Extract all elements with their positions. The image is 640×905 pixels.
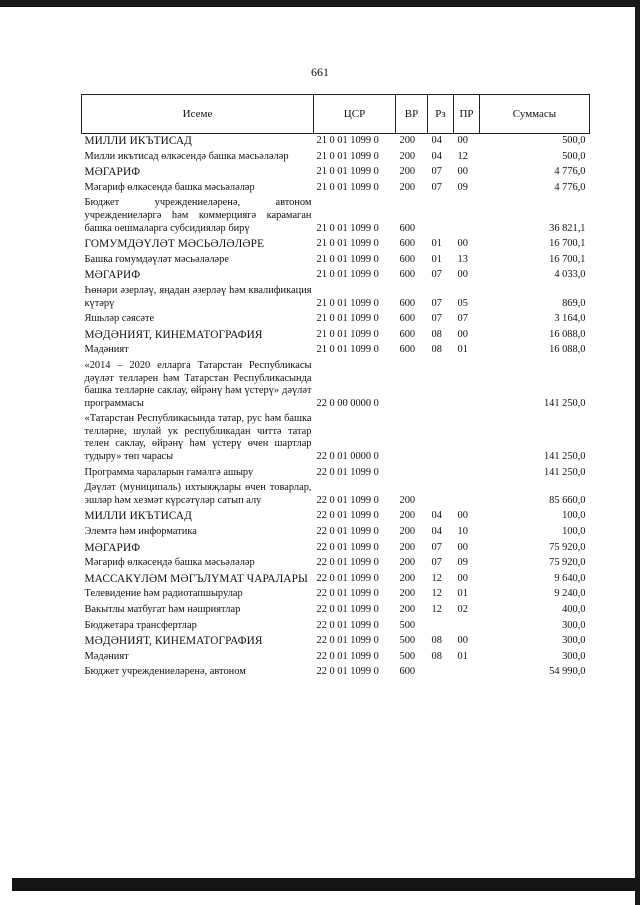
row-vr: 200 [399,541,416,553]
row-sum: 75 920,0 [549,541,586,553]
row-rz [428,196,454,237]
row-csr: 22 0 01 0000 0 [316,451,379,463]
row-sum: 300,0 [562,619,586,631]
row-csr: 21 0 01 1099 0 [316,222,379,234]
header-rz: Рз [428,95,454,134]
row-name: Мәдәният [84,650,129,662]
row-vr: 500 [399,635,416,647]
row-name: Бюджет учреждениеләренә, автоном [84,666,246,678]
table-row [82,328,590,344]
row-name: «Татарстан Республикасында татар, рус һәм башка телләрне, шулай ук республикадан читтә татар телен саклау, өйрәнү һәм үстерү өчен шартлар тудыру» төп чарасы [84,413,312,463]
table-row [82,412,590,465]
row-csr: 22 0 00 0000 0 [316,397,379,409]
row-sum: 400,0 [562,604,586,615]
row-sum: 9 640,0 [554,572,586,584]
row-sum: 36 821,1 [549,222,586,234]
table-row [82,284,590,312]
row-rz: 04 [431,510,442,522]
row-csr: 21 0 01 1099 0 [316,297,379,309]
row-name: Вакытлы матбугат һәм нәшриятлар [84,604,241,615]
header-csr: ЦСР [314,95,396,134]
row-rz: 12 [431,588,442,600]
table-row [82,150,590,166]
row-vr: 600 [399,344,416,356]
table-row [82,634,590,650]
page-number: 661 [311,65,329,79]
row-pr: 09 [457,181,468,193]
row-name: МӘГАРИФ [84,166,141,179]
row-name: Яшьләр сәясәте [84,313,155,325]
row-rz: 12 [431,604,442,615]
row-vr: 600 [399,253,416,265]
table-row [82,603,590,619]
row-vr: 500 [399,650,416,662]
row-name: МИЛЛИ ИКЪТИСАД [84,135,192,147]
row-csr: 22 0 01 1099 0 [316,604,379,615]
row-pr [454,466,480,482]
table-row [82,619,590,635]
row-pr [454,481,480,509]
row-csr: 22 0 01 1099 0 [316,541,379,553]
row-sum: 3 164,0 [554,313,586,325]
row-sum: 54 990,0 [549,666,586,678]
table-row [82,466,590,482]
row-sum: 16 700,1 [549,253,586,265]
row-vr: 600 [399,328,416,340]
row-name: Мәгариф өлкәсендә башка мәсьәләләр [84,181,255,193]
row-pr [454,619,480,635]
row-csr: 22 0 01 1099 0 [316,635,379,647]
row-pr: 00 [457,269,468,281]
row-rz: 08 [431,635,442,647]
row-vr: 200 [399,150,416,162]
row-pr [454,196,480,237]
row-pr: 00 [457,328,468,340]
row-csr: 21 0 01 1099 0 [316,238,379,250]
row-csr: 22 0 01 1099 0 [316,510,379,522]
row-rz: 04 [431,526,442,538]
table-row [82,665,590,681]
row-csr: 22 0 01 1099 0 [316,572,379,584]
table-row [82,541,590,557]
row-rz: 08 [431,328,442,340]
row-rz: 04 [431,150,442,162]
row-name: ГОМУМДӘҮЛӘТ МӘСЬӘЛӘЛӘРЕ [84,238,265,251]
row-pr: 01 [457,344,468,356]
row-csr: 22 0 01 1099 0 [316,494,379,506]
row-rz [428,412,454,465]
row-sum: 16 088,0 [549,344,586,356]
scan-edge-top [0,0,640,7]
row-name: МАССАКҮЛӘМ МӘГЪЛҮМАТ ЧАРАЛАРЫ [84,572,309,585]
row-name: МӘГАРИФ [84,541,141,554]
row-sum: 85 660,0 [549,494,586,506]
row-sum: 500,0 [562,135,586,146]
table-row [82,525,590,541]
row-rz: 01 [431,238,442,250]
row-pr: 00 [457,541,468,553]
row-vr: 600 [399,222,416,234]
row-pr: 13 [457,253,468,265]
table-row [82,572,590,588]
table-row [82,165,590,181]
row-name: Программа чараларын гамәлгә ашыру [84,466,254,478]
row-pr: 00 [457,510,468,522]
row-name: Бюджет учреждениеләренә, автоном учреждениеләргә һәм коммерциягә карамаган башка оешмаларга субсидияләр бирү [84,197,312,234]
row-name: «2014 – 2020 елларга Татарстан Республикасы дәүләт телләрен һәм Татарстан Республикасында башка телләрне саклау, өйрәнү һәм үстерү» дәүләт программасы [84,359,312,409]
row-pr: 00 [457,238,468,250]
row-name: Милли икътисад өлкәсендә башка мәсьәләләр [84,150,289,162]
row-vr: 200 [399,181,416,193]
row-rz: 07 [431,313,442,325]
row-rz: 07 [431,297,442,309]
row-pr: 00 [457,166,468,178]
row-sum: 300,0 [562,635,586,647]
row-vr: 600 [399,297,416,309]
table-row [82,509,590,525]
row-sum: 869,0 [562,297,586,309]
row-vr: 200 [399,135,416,146]
row-vr: 200 [399,510,416,522]
table-row [82,237,590,253]
row-vr: 500 [399,619,416,631]
row-vr: 600 [399,269,416,281]
row-rz [428,481,454,509]
table-row [82,181,590,197]
row-name: МИЛЛИ ИКЪТИСАД [84,510,192,523]
row-sum: 141 250,0 [543,451,586,463]
row-csr: 22 0 01 1099 0 [316,650,379,662]
header-vr: ВР [396,95,428,134]
row-rz: 07 [431,541,442,553]
row-sum: 300,0 [562,650,586,662]
row-sum: 500,0 [562,150,586,162]
row-sum: 4 033,0 [554,269,586,281]
row-vr: 600 [399,313,416,325]
row-sum: 16 700,1 [549,238,586,250]
row-csr: 21 0 01 1099 0 [316,253,379,265]
row-pr: 12 [457,150,468,162]
row-name: МӘДӘНИЯТ, КИНЕМАТОГРАФИЯ [84,635,263,648]
row-rz [428,619,454,635]
row-rz: 08 [431,650,442,662]
row-name: МӘГАРИФ [84,269,141,282]
row-name: Башка гомумдәүләт мәсьәләләре [84,253,229,265]
row-csr: 22 0 01 1099 0 [316,666,379,678]
row-csr: 22 0 01 1099 0 [316,588,379,600]
row-name: Телевидение һәм радиотапшырулар [84,588,243,600]
row-csr: 22 0 01 1099 0 [316,557,379,569]
row-pr: 09 [457,557,468,569]
table-row [82,587,590,603]
row-vr: 600 [399,238,416,250]
row-vr: 200 [399,494,416,506]
row-pr: 10 [457,526,468,538]
budget-table [81,94,590,681]
row-csr: 22 0 01 1099 0 [316,526,379,538]
row-pr [454,665,480,681]
table-header-row [82,95,590,134]
table-body [82,134,590,681]
row-vr: 200 [399,588,416,600]
scan-edge-right [635,0,640,905]
table-row [82,134,590,150]
row-sum: 16 088,0 [549,328,586,340]
row-rz: 08 [431,344,442,356]
row-sum: 9 240,0 [554,588,586,600]
row-vr: 200 [399,166,416,178]
row-sum: 141 250,0 [543,466,586,478]
row-sum: 4 776,0 [554,181,586,193]
row-sum: 100,0 [562,526,586,538]
row-pr: 05 [457,297,468,309]
row-rz: 07 [431,181,442,193]
row-csr: 22 0 01 1099 0 [316,619,379,631]
row-sum: 75 920,0 [549,557,586,569]
row-pr: 01 [457,650,468,662]
row-rz: 07 [431,166,442,178]
row-vr: 200 [399,557,416,569]
row-pr: 07 [457,313,468,325]
row-pr [454,359,480,412]
row-csr: 21 0 01 1099 0 [316,135,379,146]
row-sum: 141 250,0 [543,397,586,409]
row-pr: 00 [457,572,468,584]
row-pr: 02 [457,604,468,615]
row-vr: 600 [399,666,416,678]
row-sum: 4 776,0 [554,166,586,178]
row-vr: 200 [399,604,416,615]
header-name: Исеме [82,95,314,134]
row-vr: 200 [399,526,416,538]
row-rz [428,466,454,482]
row-rz: 04 [431,135,442,146]
table-row [82,359,590,412]
row-rz: 07 [431,269,442,281]
table-row [82,481,590,509]
row-rz: 07 [431,557,442,569]
table-row [82,343,590,359]
table-row [82,196,590,237]
table-row [82,268,590,284]
row-pr: 00 [457,635,468,647]
row-csr: 21 0 01 1099 0 [316,166,379,178]
row-sum: 100,0 [562,510,586,522]
row-csr: 21 0 01 1099 0 [316,150,379,162]
row-name: Дәүләт (муниципаль) ихтыяҗлары өчен товарлар, эшләр һәм хезмәт күрсәтүләр сатып алу [84,482,312,506]
row-rz: 12 [431,572,442,584]
row-csr: 21 0 01 1099 0 [316,344,379,356]
row-csr: 21 0 01 1099 0 [316,328,379,340]
row-vr [396,359,428,412]
row-pr: 01 [457,588,468,600]
row-name: МӘДӘНИЯТ, КИНЕМАТОГРАФИЯ [84,328,263,341]
table-row [82,253,590,269]
header-pr: ПР [454,95,480,134]
row-name: Бюджетара трансфертлар [84,619,197,631]
row-csr: 21 0 01 1099 0 [316,269,379,281]
row-name: Мәдәният [84,344,129,356]
row-vr [396,412,428,465]
row-vr: 200 [399,572,416,584]
row-rz [428,665,454,681]
row-csr: 21 0 01 1099 0 [316,181,379,193]
table-row [82,556,590,572]
row-rz: 01 [431,253,442,265]
row-vr [396,466,428,482]
row-name: Һөнәри әзерләү, яңадан әзерләү һәм квалификация күтәрү [84,284,312,309]
row-rz [428,359,454,412]
table-row [82,650,590,666]
row-name: Мәгариф өлкәсендә башка мәсьәләләр [84,557,255,569]
header-sum: Суммасы [480,95,590,134]
row-name: Элемтә һәм информатика [84,526,197,538]
row-csr: 21 0 01 1099 0 [316,313,379,325]
row-csr: 22 0 01 1099 0 [316,466,379,478]
scan-edge-bottom [12,878,640,891]
row-pr [454,412,480,465]
table-row [82,312,590,328]
row-pr: 00 [457,135,468,146]
